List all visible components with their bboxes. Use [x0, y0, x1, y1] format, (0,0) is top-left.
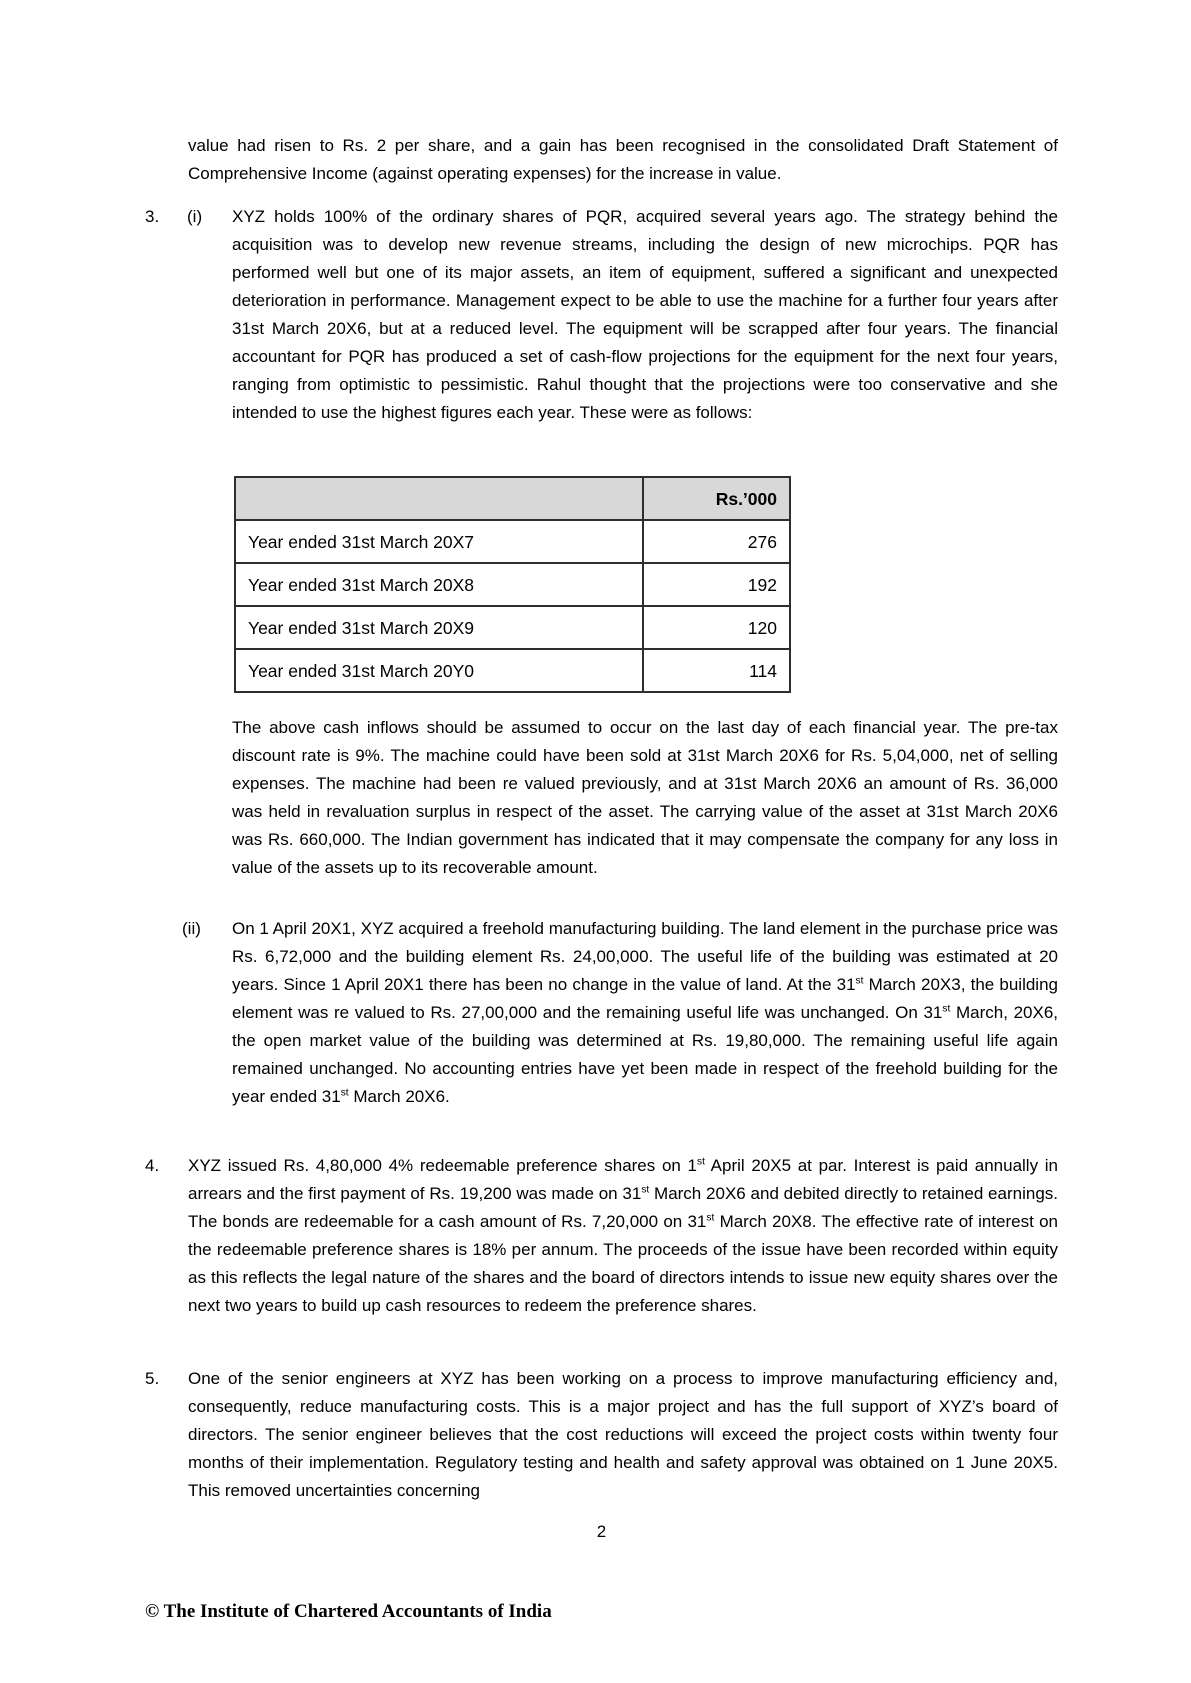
item-3i-text: XYZ holds 100% of the ordinary shares of PQR, acquired several years ago. The strategy behind the acquisition was to develop new revenue streams, including the design of new microchips. PQR has performed well but one of its major assets, an item of equipment, suffered a significant and unexpected deterioration in performance. Management expect to be able to use the machine for a further four years after 31st March 20X6, but at a reduced level. The equipment will be scrapped after four years. The financial accountant for PQR has produced a set of cash-flow projections for the equipment for the next four years, ranging from optimistic to pessimistic. Rahul thought that the projections were too conservative and she intended to use the highest figures each year. These were as follows:: [232, 207, 1058, 422]
row-value: 114: [643, 649, 790, 692]
item-4-text: XYZ issued Rs. 4,80,000 4% redeemable preference shares on 1st April 20X5 at par. Interest is paid annually in arrears and the first payment of Rs. 19,200 was made on 31st March 20X6 and debited directly to retained earnings. The bonds are redeemable for a cash amount of Rs. 7,20,000 on 31st March 20X8. The effective rate of interest on the redeemable preference shares is 18% per annum. The proceeds of the issue have been recorded within equity as this reflects the legal nature of the shares and the board of directors intends to issue new equity shares over the next two years to build up cash resources to redeem the preference shares.: [188, 1156, 1059, 1315]
intro-paragraph: value had risen to Rs. 2 per share, and a gain has been recognised in the consolidated Draft Statement of Comprehensive Income (against operating expenses) for the increase in value.: [188, 136, 1058, 183]
table-row: [235, 649, 790, 692]
item-5-number: 5.: [145, 1369, 160, 1388]
row-value: 192: [643, 563, 790, 606]
row-label: Year ended 31st March 20X8: [235, 563, 643, 606]
table-header-row: [235, 477, 790, 520]
page-number: 2: [596, 1522, 607, 1541]
table-header-cell-value: Rs.’000: [643, 477, 790, 520]
item-4-number: 4.: [145, 1156, 160, 1175]
table-row: [235, 606, 790, 649]
row-label: Year ended 31st March 20Y0: [235, 649, 643, 692]
table-row: [235, 563, 790, 606]
item-5-text: One of the senior engineers at XYZ has been working on a process to improve manufacturing efficiency and, consequently, reduce manufacturing costs. This is a major project and has the full support of XYZ’s board of directors. The senior engineer believes that the cost reductions will exceed the project costs within twenty four months of their implementation. Regulatory testing and health and safety approval was obtained on 1 June 20X5. This removed uncertainties concerning: [188, 1369, 1058, 1500]
after-table-paragraph: The above cash inflows should be assumed to occur on the last day of each financial year. The pre-tax discount rate is 9%. The machine could have been sold at 31st March 20X6 for Rs. 5,04,000, net of selling expenses. The machine had been re valued previously, and at 31st March 20X6 an amount of Rs. 36,000 was held in revaluation surplus in respect of the asset. The carrying value of the asset at 31st March 20X6 was Rs. 660,000. The Indian government has indicated that it may compensate the company for any loss in value of the assets up to its recoverable amount.: [232, 718, 1058, 877]
row-value: 276: [643, 520, 790, 563]
cashflow-table: [234, 476, 791, 693]
item-3ii-marker: (ii): [182, 919, 201, 938]
item-5: [145, 1365, 1058, 1505]
item-4: [145, 1152, 1058, 1320]
item-3-number: 3.: [145, 207, 160, 226]
row-label: Year ended 31st March 20X7: [235, 520, 643, 563]
table-row: [235, 520, 790, 563]
row-label: Year ended 31st March 20X9: [235, 606, 643, 649]
item-3: [145, 203, 1058, 427]
item-3i-marker: (i): [187, 207, 203, 226]
item-3ii: [182, 915, 1058, 1111]
table-header-cell-empty: [235, 477, 643, 520]
copyright-footer: © The Institute of Chartered Accountants of India: [145, 1601, 552, 1622]
item-3ii-text: On 1 April 20X1, XYZ acquired a freehold manufacturing building. The land element in the purchase price was Rs. 6,72,000 and the building element Rs. 24,00,000. The useful life of the building was estimated at 20 years. Since 1 April 20X1 there has been no change in the value of land. At the 31st March 20X3, the building element was re valued to Rs. 27,00,000 and the remaining useful life was unchanged. On 31st March, 20X6, the open market value of the building was determined at Rs. 19,80,000. The remaining useful life again remained unchanged. No accounting entries have yet been made in respect of the freehold building for the year ended 31st March 20X6.: [232, 919, 1059, 1106]
row-value: 120: [643, 606, 790, 649]
